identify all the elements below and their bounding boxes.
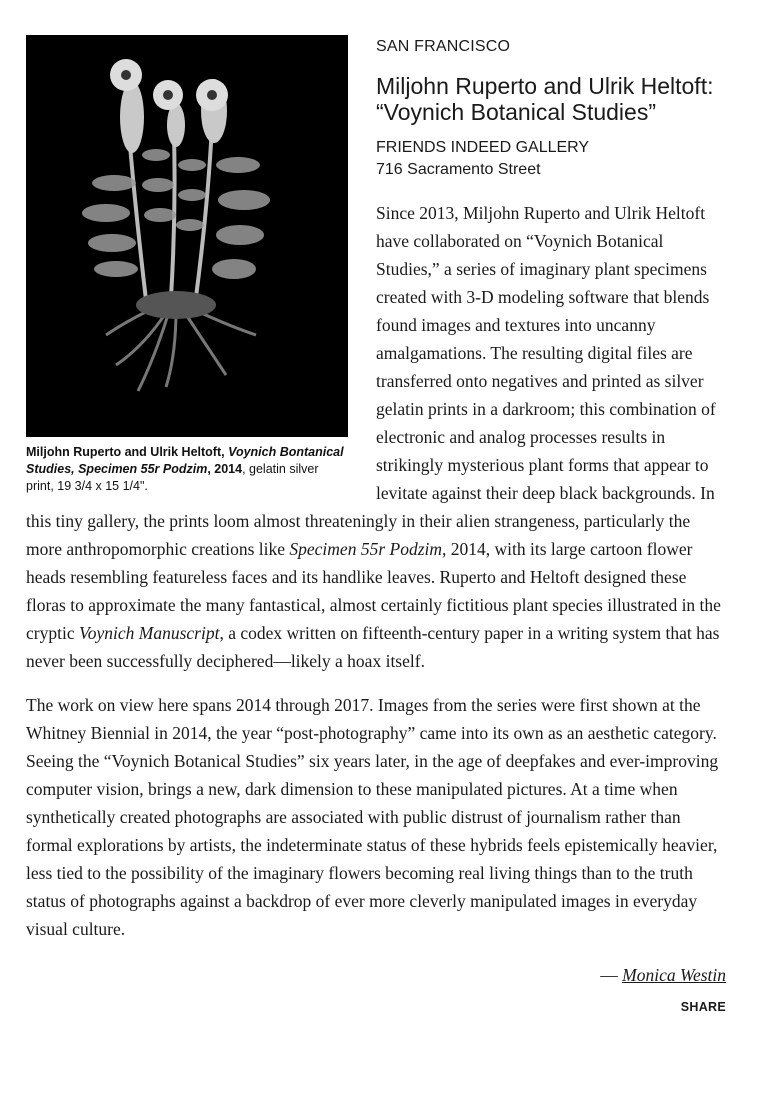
artwork-figure — [26, 35, 348, 495]
paragraph-2: The work on view here spans 2014 through 2017. Images from the series were first shown at the Whitney Biennial in 2014, the year “post-photography” came into its own as an aesthetic category. Seeing the “Voynich Botanical Studies” six years later, in the age of deepfakes and ever-improving computer vision, brings a new, dark dimension to these manipulated pictures. At a time when synthetically created photographs are associated with public distrust of journalism rather than formal explorations by artists, the indeterminate status of these hybrids feels epistemically heavier, less tied to the possibility of the imaginary flowers becoming real living things than to the truth status of photographs against a backdrop of ever more cleverly manipulated images in everyday visual culture. — [26, 695, 719, 939]
caption-year: , 2014 — [207, 462, 243, 476]
gallery-name: FRIENDS INDEED GALLERY — [376, 139, 590, 156]
article — [26, 0, 726, 1014]
city-label: SAN FRANCISCO — [376, 38, 511, 55]
paragraph-1-text-a: Since 2013, Miljohn Ruperto and Ulrik Heltoft have collaborated on “Voynich Botanical Studies,” a series of imaginary plant specimens created with 3-D modeling software that blends found images and textures into uncanny amalgamations. The resulting digital files are transferred onto negatives and printed as silver gelatin prints in a darkroom; this combination of electronic and analog processes results in strikingly mysterious plant forms that appear to levitate against their deep black backgrounds. In this tiny gallery, the prints loom almost threateningly in their alien strangeness, particularly the more anthropomorphic creations like — [26, 203, 716, 559]
manuscript-title-ref: Voynich Manuscript — [78, 623, 220, 643]
caption-artists: Miljohn Ruperto and Ulrik Heltoft, — [26, 445, 229, 459]
byline-dash: — — [600, 965, 623, 985]
artwork-photo[interactable] — [26, 35, 348, 437]
caption-medium: , gelatin silver print, 19 3/4 x 15 1/4". — [26, 462, 319, 493]
caption-title: Voynich Bontanical Studies, Specimen 55r Podzim — [26, 445, 344, 476]
artwork-title-ref: Specimen 55r Podzim — [289, 539, 443, 559]
author-link[interactable]: Monica Westin — [622, 965, 726, 985]
byline — [26, 961, 726, 989]
article-title: Miljohn Ruperto and Ulrik Heltoft: “Voynich Botanical Studies” — [376, 73, 714, 125]
share-button[interactable]: SHARE — [680, 1000, 726, 1014]
artwork-caption — [26, 444, 348, 495]
gallery-address: 716 Sacramento Street — [376, 161, 541, 178]
paragraph-1-text-c: , a codex written on fifteenth-century paper in a writing system that has never been successfully deciphered—likely a hoax itself. — [26, 623, 720, 671]
paragraph-1-text-b: , 2014, with its large cartoon flower heads resembling featureless faces and its handlike leaves. Ruperto and Heltoft designed these floras to approximate the many fantastical, almost certainly fictitious plant species illustrated in the cryptic — [26, 539, 721, 643]
